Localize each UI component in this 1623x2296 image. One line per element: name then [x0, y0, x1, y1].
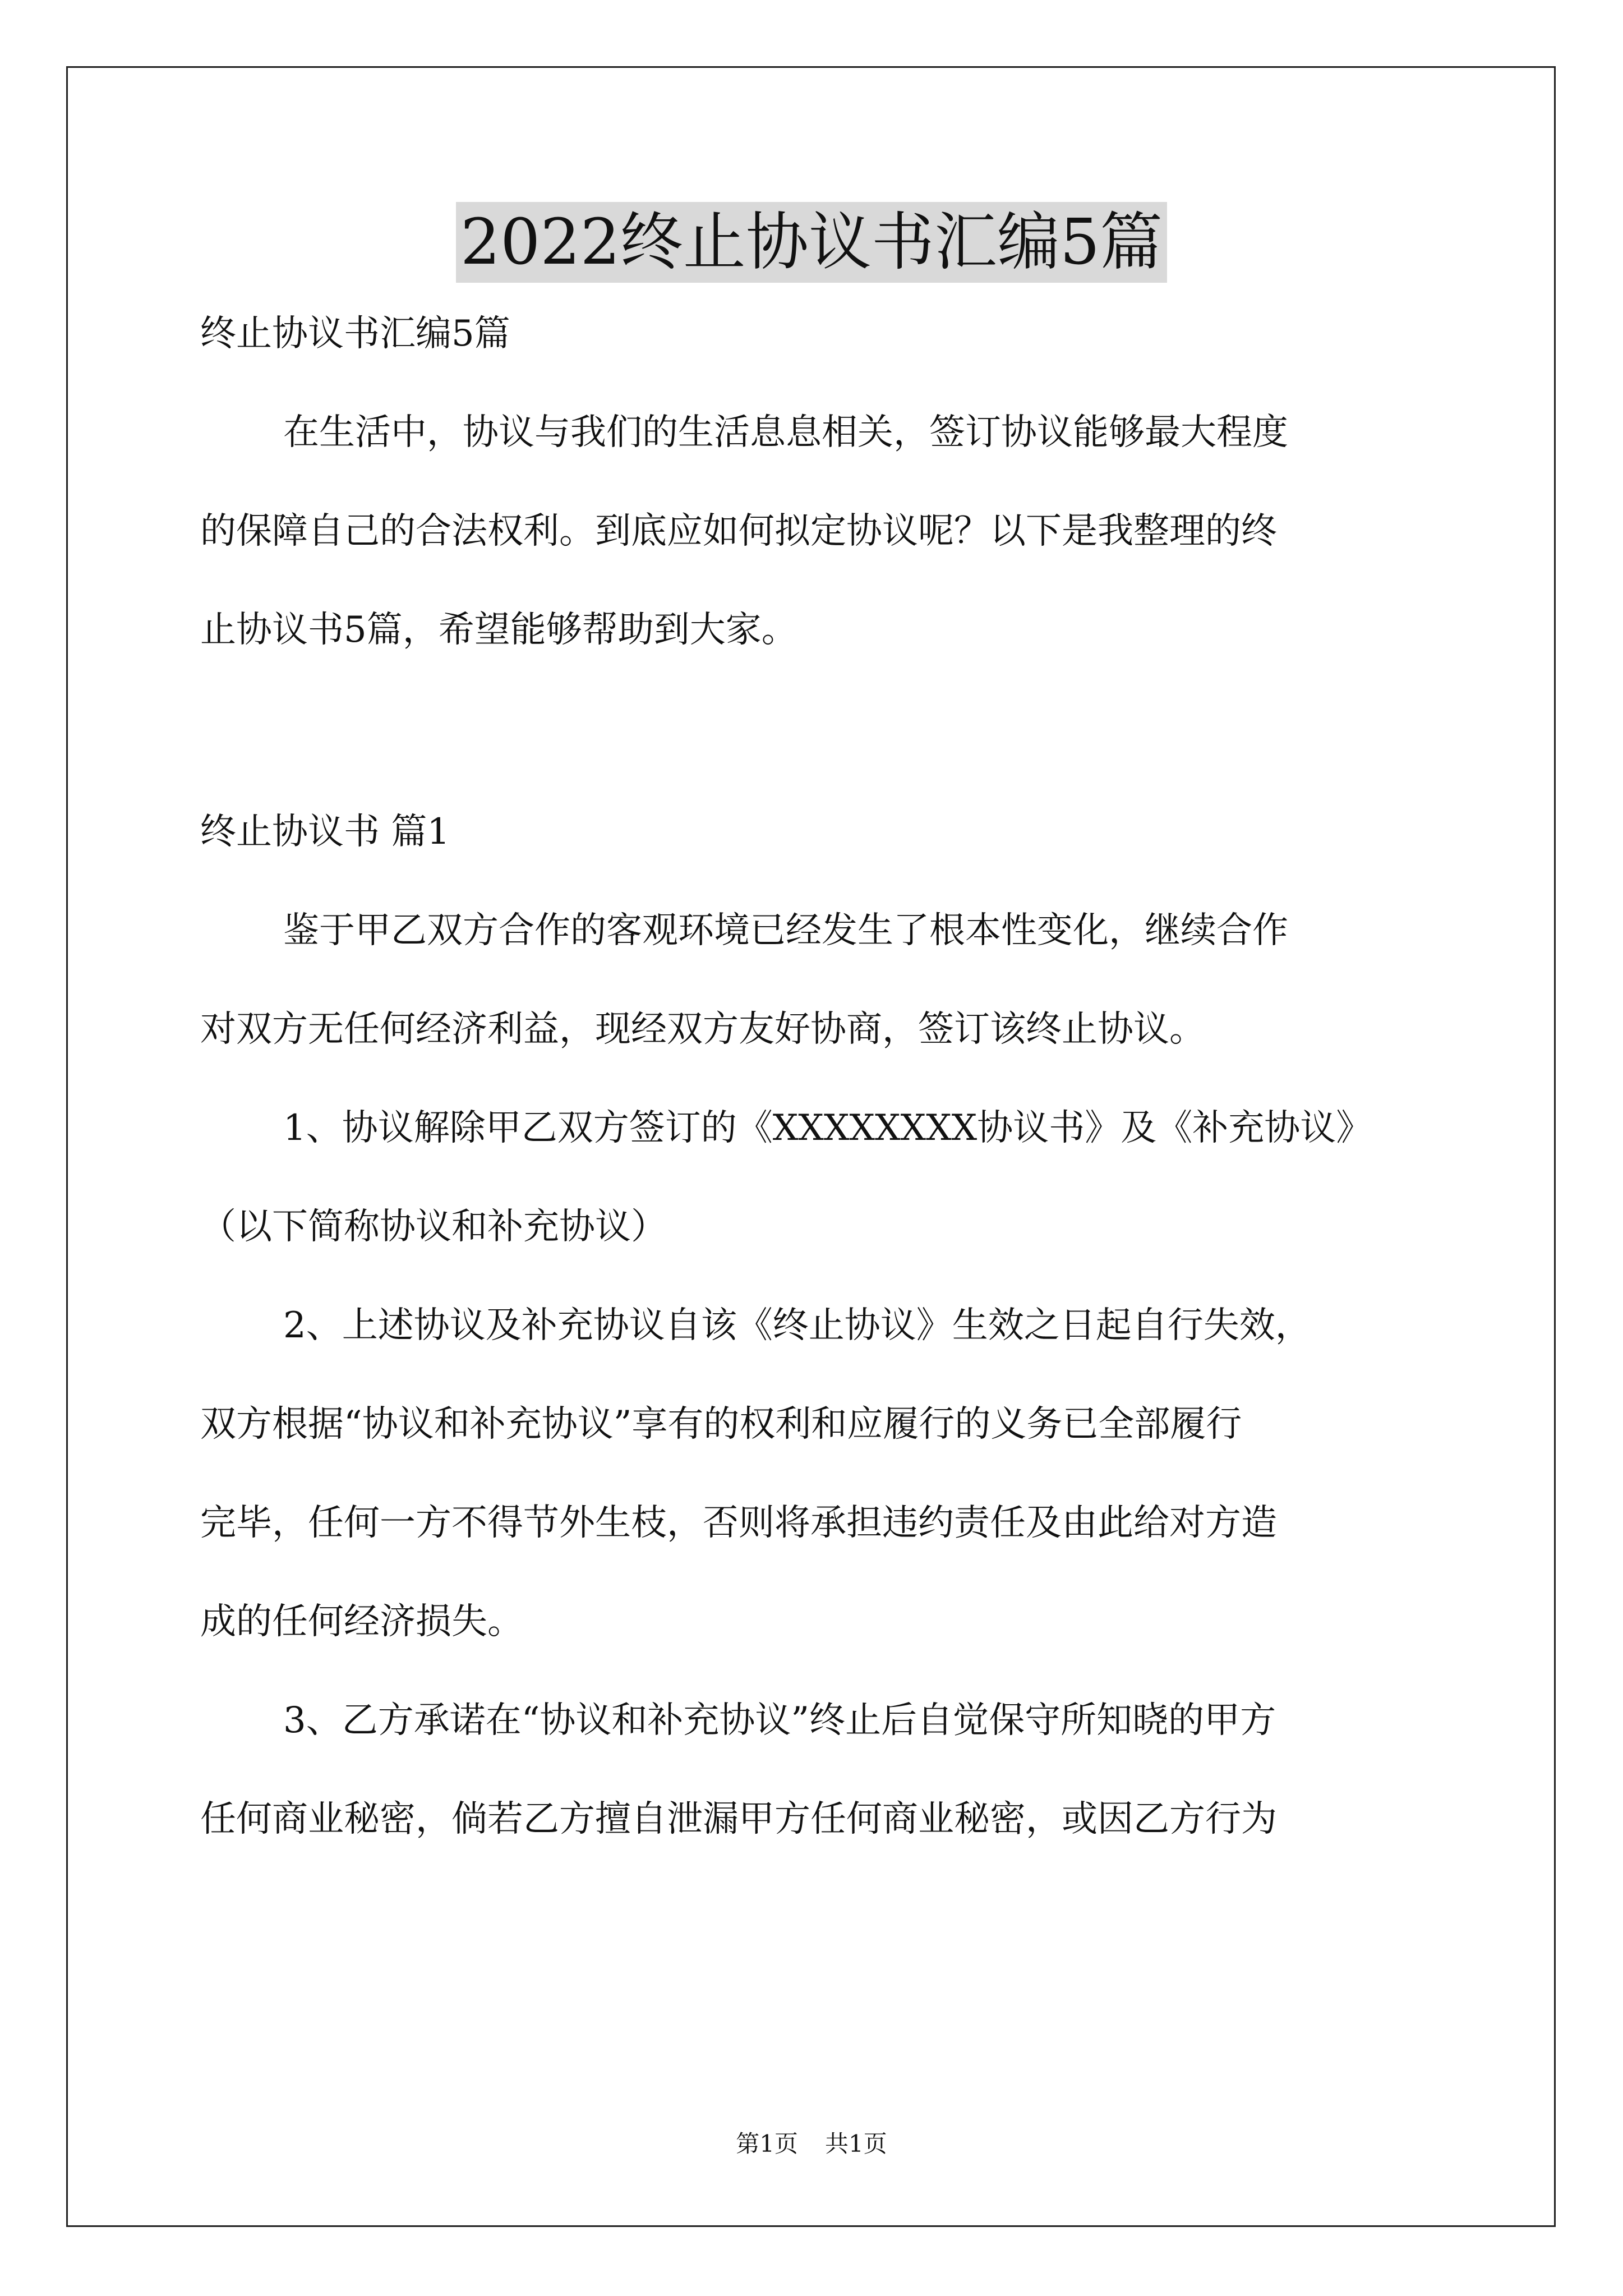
- para1-line-1: 鉴于甲乙双方合作的客观环境已经发生了根本性变化，继续合作: [283, 910, 1288, 951]
- intro-line-2: 的保障自己的合法权利。到底应如何拟定协议呢？以下是我整理的终: [200, 510, 1277, 552]
- page-title: 2022终止协议书汇编5篇: [456, 202, 1167, 283]
- clause2-line-4: 成的任何经济损失。: [200, 1601, 523, 1642]
- page-footer: [0, 2130, 1623, 2158]
- clause2-line-2: 双方根据“协议和补充协议”享有的权利和应履行的义务已全部履行: [200, 1404, 1242, 1445]
- clause3-line-2: 任何商业秘密，倘若乙方擅自泄漏甲方任何商业秘密，或因乙方行为: [200, 1798, 1277, 1840]
- page-number: 第1页: [736, 2130, 798, 2157]
- title-wrap: [0, 202, 1623, 283]
- clause1-line-1: 1、协议解除甲乙双方签订的《XXXXXXXX协议书》及《补充协议》: [283, 1107, 1372, 1149]
- document-body: [200, 311, 1490, 1842]
- intro-line-1: 在生活中，协议与我们的生活息息相关，签订协议能够最大程度: [283, 412, 1288, 453]
- intro-line-3: 止协议书5篇，希望能够帮助到大家。: [200, 609, 797, 651]
- para1-line-2: 对双方无任何经济利益，现经双方友好协商，签订该终止协议。: [200, 1009, 1205, 1050]
- section-heading: 终止协议书 篇1: [200, 811, 450, 853]
- page-total: 共1页: [825, 2130, 887, 2157]
- clause2-line-1: 2、上述协议及补充协议自该《终止协议》生效之日起自行失效，: [283, 1305, 1311, 1346]
- clause1-line-2: （以下简称协议和补充协议）: [200, 1206, 667, 1248]
- clause3-line-1: 3、乙方承诺在“协议和补充协议”终止后自觉保守所知晓的甲方: [283, 1700, 1276, 1741]
- subtitle: 终止协议书汇编5篇: [200, 313, 510, 355]
- clause2-line-3: 完毕，任何一方不得节外生枝，否则将承担违约责任及由此给对方造: [200, 1502, 1277, 1544]
